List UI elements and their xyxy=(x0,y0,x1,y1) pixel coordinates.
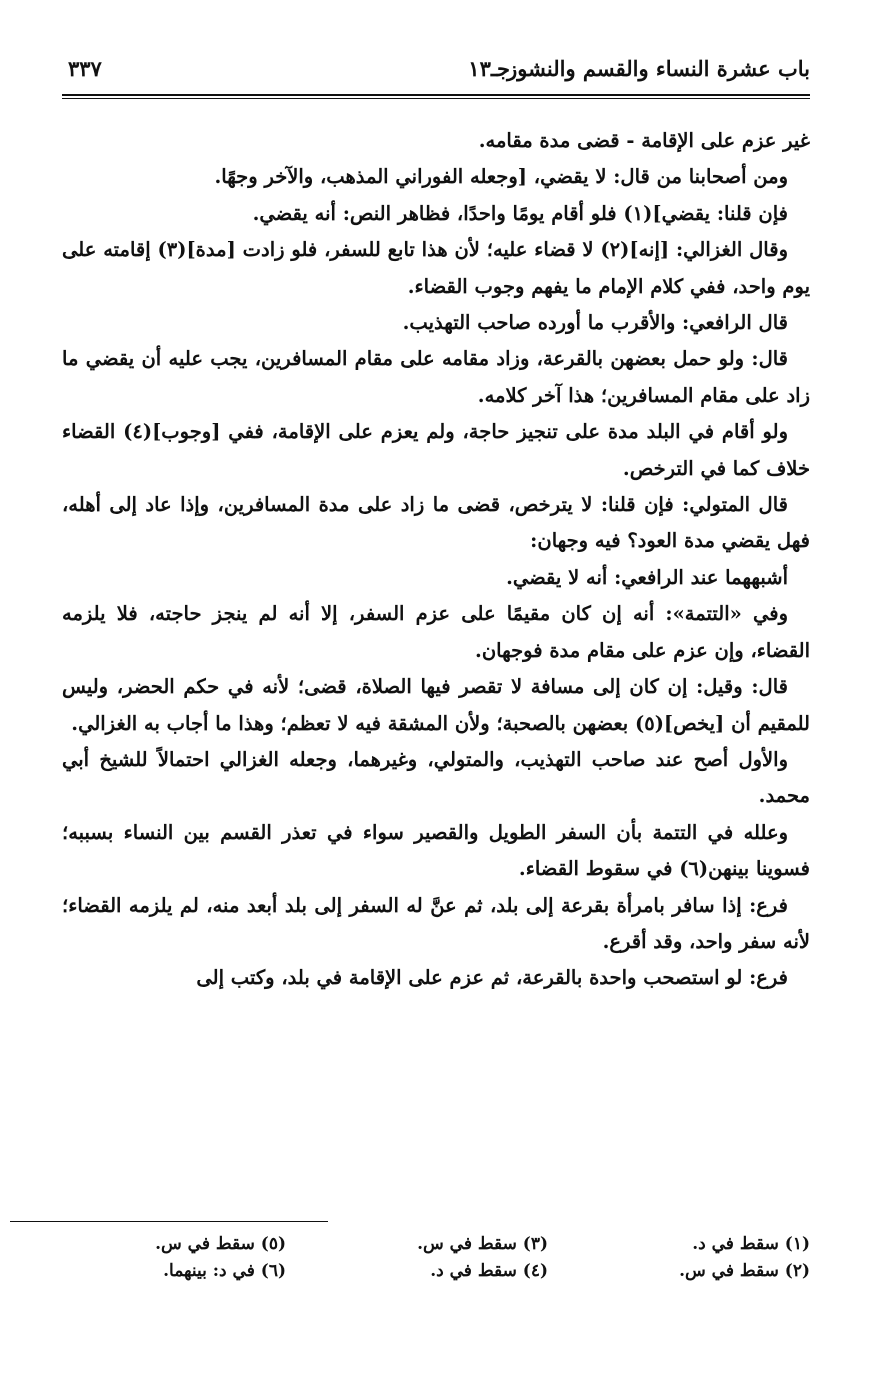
paragraph: فإن قلنا: يقضي](١) فلو أقام يومًا واحدًا، فظاهر النص: أنه يقضي. xyxy=(252,201,788,225)
footnote: (٥) سقط في س. xyxy=(155,1234,286,1254)
main-text xyxy=(62,123,810,997)
footnote: (٦) في د: بينهما. xyxy=(163,1261,286,1281)
footnote-rule xyxy=(10,1221,328,1222)
page xyxy=(62,48,810,997)
paragraph: قال: وقيل: إن كان إلى مسافة لا تقصر فيها الصلاة، قضى؛ لأنه في حكم الحضر، وليس للمقيم أن [يخص](٥) بعضهن بالصحبة؛ ولأن المشقة فيه لا تعظم؛ وهذا ما أجاب به الغزالي. xyxy=(62,675,810,735)
footnote: (٤) سقط في د. xyxy=(430,1261,548,1281)
paragraph: ومن أصحابنا من قال: لا يقضي، [وجعله الفوراني المذهب، والآخر وجهًا. xyxy=(214,165,788,189)
paragraph: غير عزم على الإقامة - قضى مدة مقامه. xyxy=(478,129,810,152)
paragraph: قال: ولو حمل بعضهن بالقرعة، وزاد مقامه على مقام المسافرين، يجب عليه أن يقضي ما زاد على مقام المسافرين؛ هذا آخر كلامه. xyxy=(62,347,810,407)
header-rule xyxy=(62,94,810,96)
paragraph: قال الرافعي: والأقرب ما أورده صاحب التهذيب. xyxy=(402,311,788,335)
footnote: (٣) سقط في س. xyxy=(417,1234,548,1254)
footnote: (٢) سقط في س. xyxy=(679,1261,810,1281)
header-rule-thin xyxy=(62,98,810,99)
paragraph: وقال الغزالي: [إنه](٢) لا قضاء عليه؛ لأن هذا تابع للسفر، فلو زادت [مدة](٣) إقامته على يوم واحد، ففي كلام الإمام ما يفهم وجوب القضاء. xyxy=(62,238,810,298)
footnote: (١) سقط في د. xyxy=(692,1234,810,1254)
paragraph: قال المتولي: فإن قلنا: لا يترخص، قضى ما زاد على مدة المسافرين، وإذا عاد إلى أهله، فهل يقضي مدة العود؟ فيه وجهان: xyxy=(62,493,810,553)
chapter-title: باب عشرة النساء والقسم والنشوز xyxy=(507,56,810,81)
paragraph: فرع: إذا سافر بامرأة بقرعة إلى بلد، ثم عنَّ له السفر إلى بلد أبعد منه، لم يلزمه القضاء؛ لأنه سفر واحد، وقد أقرع. xyxy=(62,893,810,953)
paragraph: أشبههما عند الرافعي: أنه لا يقضي. xyxy=(506,565,788,589)
paragraph: والأول أصح عند صاحب التهذيب، والمتولي، وغيرهما، وجعله الغزالي احتمالاً للشيخ أبي محمد. xyxy=(62,747,810,808)
paragraph: ولو أقام في البلد مدة على تنجيز حاجة، ولم يعزم على الإقامة، ففي [وجوب](٤) القضاء خلاف كما في الترخص. xyxy=(62,420,810,480)
page-number: ٣٣٧ xyxy=(68,56,102,81)
volume-number: جـ١٣ xyxy=(468,56,510,81)
paragraph: وعلله في التتمة بأن السفر الطويل والقصير سواء في تعذر القسم بين النساء بسببه؛ فسوينا بينهن(٦) في سقوط القضاء. xyxy=(62,820,810,881)
paragraph: فرع: لو استصحب واحدة بالقرعة، ثم عزم على الإقامة في بلد، وكتب إلى xyxy=(196,966,788,990)
paragraph: وفي «التتمة»: أنه إن كان مقيمًا على عزم السفر، إلا أنه لم ينجز حاجته، فلا يلزمه القضاء، وإن عزم على مقام مدة فوجهان. xyxy=(62,602,810,662)
running-header xyxy=(62,48,810,88)
footnotes xyxy=(62,1231,810,1285)
